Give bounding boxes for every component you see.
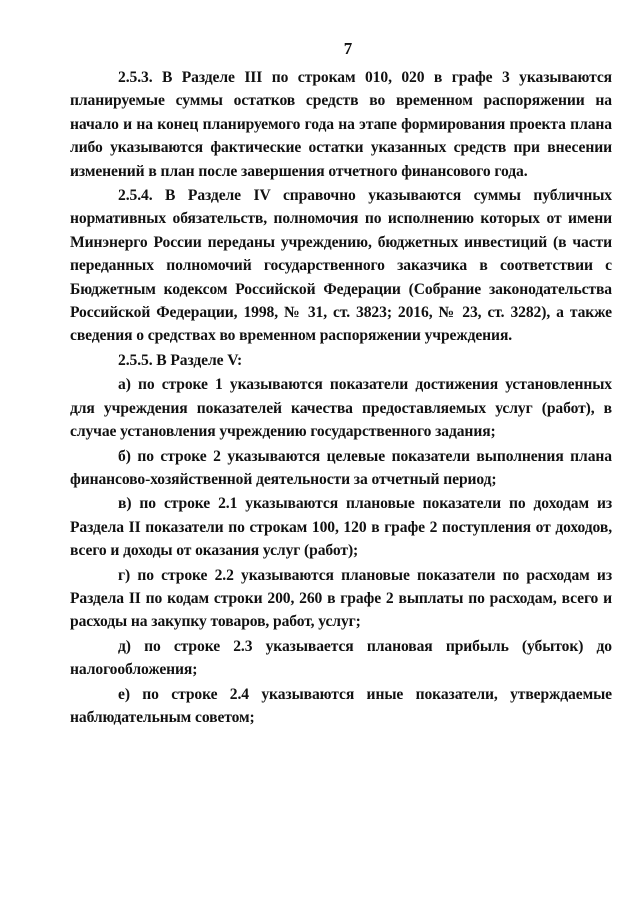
paragraph-item-g: г) по строке 2.2 указываются плановые показатели по расходам из Раздела II по кодам строки 200, 260 в графе 2 выплаты по расходам, всего и расходы на закупку товаров, работ, услуг; (70, 566, 612, 631)
paragraph-item-a: а) по строке 1 указываются показатели достижения установленных для учреждения показателей качества предоставляемых услуг (работ), в случае установления учреждению государственного задания; (70, 376, 612, 441)
paragraph-2-5-3: 2.5.3. В Разделе III по строкам 010, 020 в графе 3 указываются планируемые суммы остатков средств во временном распоряжении на начало и на конец планируемого года на этапе формирования проекта плана либо указываются фактические остатки указанных средств при внесении изменений в план после завершения отчетного финансового года. (70, 69, 612, 180)
paragraph-item-d: д) по строке 2.3 указывается плановая прибыль (убыток) до налогообложения; (70, 637, 612, 679)
page-number: 7 (343, 39, 353, 58)
paragraph-item-v: в) по строке 2.1 указываются плановые показатели по доходам из Раздела II показатели по строкам 100, 120 в графе 2 поступления от доходов, всего и доходы от оказания услуг (работ); (70, 495, 612, 560)
paragraph-2-5-4: 2.5.4. В Разделе IV справочно указываются суммы публичных нормативных обязательств, полномочия по исполнению которых от имени Минэнерго России переданы учреждению, бюджетных инвестиций (в части переданных полномочий государственного заказчика в соответствии с Бюджетным кодексом Российской Федерации (Собрание законодательства Российской Федерации, 1998, № 31, ст. 3823; 2016, № 23, ст. 3282), а также сведения о средствах во временном распоряжении учреждения. (70, 187, 612, 345)
paragraph-2-5-5-heading: 2.5.5. В Разделе V: (118, 351, 243, 369)
paragraph-item-e: е) по строке 2.4 указываются иные показатели, утверждаемые наблюдательным советом; (70, 685, 612, 726)
paragraph-item-b: б) по строке 2 указываются целевые показатели выполнения плана финансово-хозяйственной деятельности за отчетный период; (70, 447, 612, 488)
